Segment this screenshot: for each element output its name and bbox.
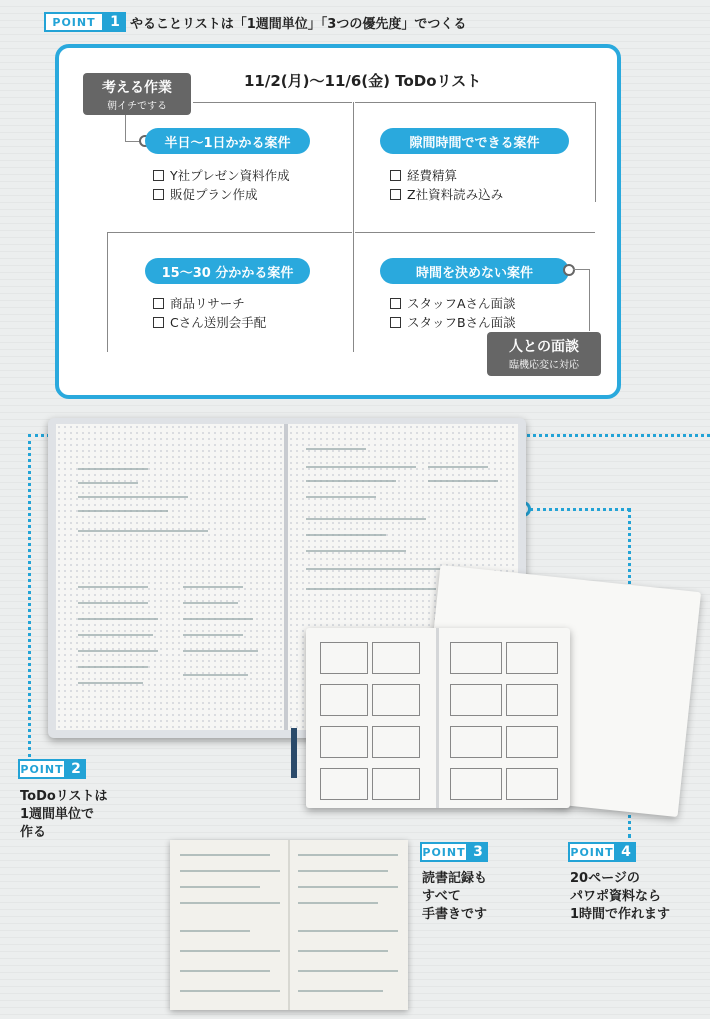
sketch-frame [372,726,420,758]
sketch-frame [320,684,368,716]
connector-dot-right [563,264,575,276]
checkbox-icon [153,170,164,181]
handwriting-line [78,618,158,620]
sketch-frame [320,642,368,674]
handwriting-line [306,518,426,520]
people-connector-h [573,269,589,270]
todo-card [55,44,621,399]
people-label: 人との面談 [509,339,579,355]
checkbox-icon [390,317,401,328]
handwriting-line [78,602,148,604]
q3-item-text: Cさん送別会手配 [170,315,267,330]
checkbox-icon [153,298,164,309]
handwriting-line [180,886,260,888]
sketch-frame [450,684,502,716]
q1-item [153,166,290,184]
point2-badge [18,759,86,779]
grid-mid-right [355,232,595,233]
caption-line: 1時間で作れます [570,907,671,922]
sketch-frame [320,726,368,758]
grid-top-right [355,102,595,103]
point1-badge [44,12,126,32]
handwriting-line [298,854,398,856]
handwriting-line [180,930,250,932]
point3-caption [422,870,487,924]
q4-item-text: スタッフBさん面談 [407,315,516,330]
point4-badge [568,842,636,862]
handwriting-line [78,682,143,684]
checkbox-icon [153,317,164,328]
handwriting-line [180,870,280,872]
point2-caption [20,788,108,842]
dotted-line-p4 [530,508,630,511]
handwriting-line [183,674,248,676]
q2-item-text: 経費精算 [407,168,458,183]
handwriting-line [78,650,158,652]
caption-line: 1週間単位で [20,807,95,822]
handwriting-line [78,468,148,470]
q4-item [390,294,516,312]
handwriting-line [306,568,456,570]
notebook-spine [284,424,288,730]
handwriting-line [298,970,398,972]
q1-item-text: Y社プレゼン資料作成 [170,168,290,183]
handwriting-line [306,448,366,450]
q1-item-text: 販促プラン作成 [170,187,258,202]
point-number: 1 [104,12,126,32]
caption-line: パワポ資料なら [570,889,662,904]
handwriting-line [298,990,383,992]
sketch-frame [506,768,558,800]
people-connector-v [589,269,590,331]
think-box [83,73,191,115]
caption-line: 読書記録も [422,871,488,886]
sketch-frame [450,642,502,674]
q2-item [390,166,457,184]
handwriting-line [78,482,138,484]
handwriting-line [180,950,280,952]
handwriting-line [180,854,270,856]
handwriting-line [78,666,148,668]
handwriting-line [306,588,436,590]
grid-vert-right [595,102,596,202]
grid-top-left [193,102,352,103]
sketch-frame [372,642,420,674]
caption-line: 作る [20,825,47,840]
handwriting-line [306,550,406,552]
q3-item [153,313,266,331]
handwriting-line [183,618,253,620]
q4-item-text: スタッフAさん面談 [407,296,516,311]
handwriting-line [183,650,258,652]
people-sub: 臨機応変に対応 [509,360,579,371]
point3-badge [420,842,488,862]
handwriting-line [180,902,280,904]
q2-pill: 隙間時間でできる案件 [380,128,569,154]
q4-item [390,313,516,331]
handwriting-line [298,886,398,888]
point-label: POINT [568,842,616,862]
handwriting-line [306,466,416,468]
caption-line: 手書きです [422,907,488,922]
handwriting-line [78,496,188,498]
point-label: POINT [420,842,468,862]
point-label: POINT [18,759,66,779]
grid-mid-left [107,232,352,233]
q1-pill: 半日～1日かかる案件 [145,128,310,154]
ribbon-bookmark [291,728,297,778]
grid-vert-left [107,232,108,352]
checkbox-icon [390,298,401,309]
caption-line: ToDoリストは [20,789,108,804]
handwriting-line [306,496,376,498]
headline: やることリストは「1週間単位」「3つの優先度」でつくる [130,17,467,32]
q1-item [153,185,258,203]
grid-vert-center [353,102,354,352]
reading-record-photo [170,840,408,1010]
sketch-frame [506,642,558,674]
q3-pill: 15～30 分かかる案件 [145,258,310,284]
checkbox-icon [390,170,401,181]
point-number: 4 [616,842,636,862]
think-connector-v [125,115,126,141]
point4-caption [570,870,670,924]
q2-item-text: Z社資料読み込み [407,187,504,202]
handwriting-line [78,586,148,588]
q3-item-text: 商品リサーチ [170,296,245,311]
sketch-frame [506,726,558,758]
handwriting-line [298,930,398,932]
todo-title: 11/2(月)～11/6(金) ToDoリスト [244,72,482,90]
caption-line: すべて [422,889,461,904]
sketch-frame [506,684,558,716]
handwriting-line [298,870,388,872]
checkbox-icon [390,189,401,200]
handwriting-line [180,990,280,992]
handwriting-line [183,634,243,636]
people-box [487,332,601,376]
sketch-frame [450,768,502,800]
point-label: POINT [44,12,104,32]
dotted-line-left [28,434,31,757]
reading-record-spine [288,840,290,1010]
caption-line: 20ページの [570,871,640,886]
sketch-frame [320,768,368,800]
sketch-frame [372,684,420,716]
handwriting-line [306,534,386,536]
handwriting-line [183,586,243,588]
q4-pill: 時間を決めない案件 [380,258,569,284]
think-label: 考える作業 [102,80,172,96]
point-number: 3 [468,842,488,862]
think-sub: 朝イチでする [107,101,167,112]
checkbox-icon [153,189,164,200]
handwriting-line [298,950,388,952]
q2-item [390,185,503,203]
handwriting-line [180,970,270,972]
handwriting-line [428,466,488,468]
handwriting-line [78,530,208,532]
handwriting-line [306,480,396,482]
handwriting-line [428,480,498,482]
point-number: 2 [66,759,86,779]
handwriting-line [183,602,238,604]
q3-item [153,294,245,312]
sketch-frame [372,768,420,800]
sketch-frame [450,726,502,758]
handwriting-line [78,510,168,512]
sketch-notebook-front [306,628,570,808]
handwriting-line [78,634,153,636]
handwriting-line [298,902,378,904]
sketch-spine [436,628,439,808]
